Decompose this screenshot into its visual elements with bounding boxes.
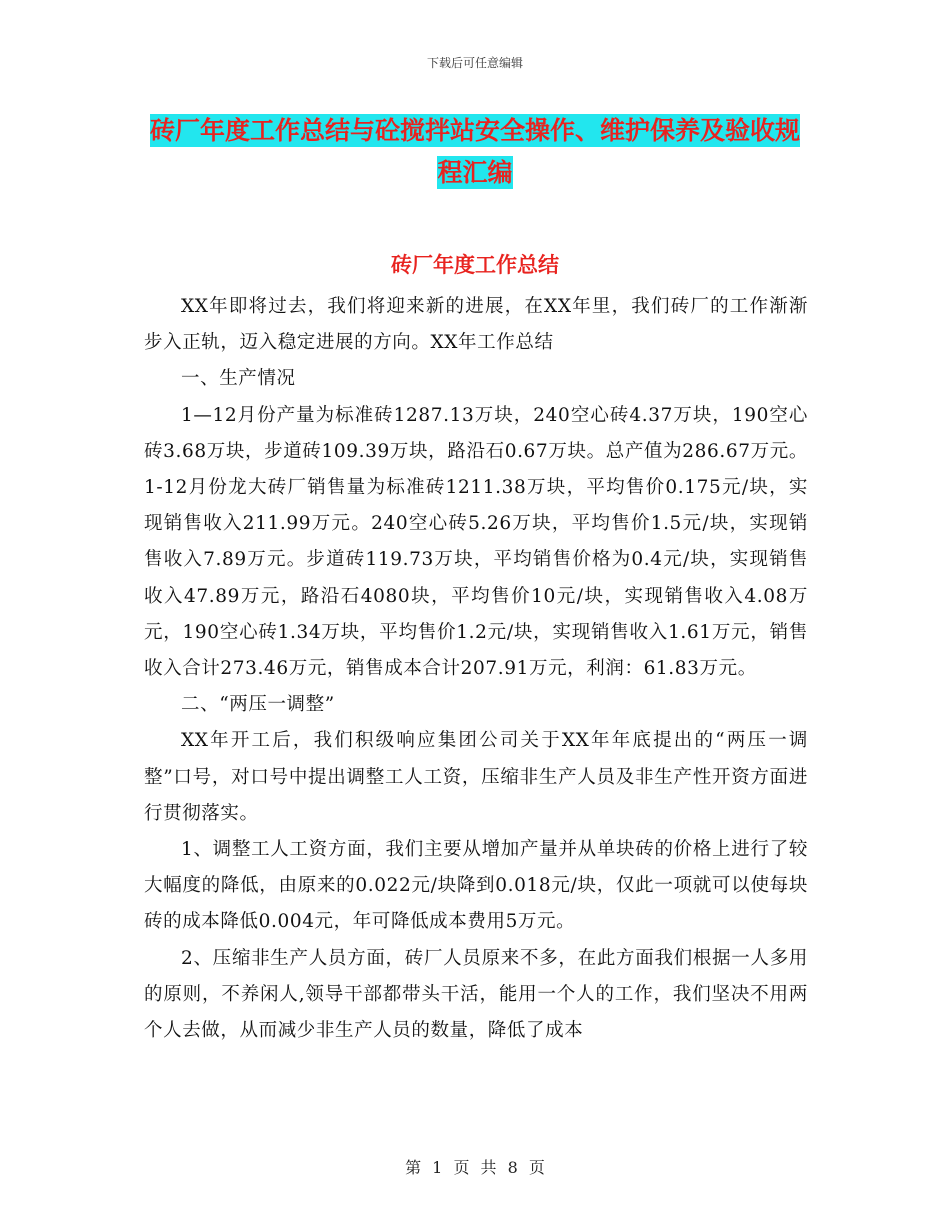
- section-title: 砖厂年度工作总结: [391, 252, 559, 277]
- header-note: 下载后可任意编辑: [426, 56, 523, 70]
- document-body: [144, 289, 808, 1049]
- document-title-text: 砖厂年度工作总结与砼搅拌站安全操作、维护保养及验收规程汇编: [149, 116, 800, 187]
- heading-production: 一、生产情况: [181, 368, 296, 390]
- heading-two-reductions: 二、“两压一调整”: [181, 694, 335, 716]
- paragraph-wage-adjustment: 1、调整工人工资方面，我们主要从增加产量并从单块砖的价格上进行了较大幅度的降低，由原来的0.022元/块降到0.018元/块，仅此一项就可以使每块砖的成本降低0.004元，年可降低成本费用5万元。: [144, 839, 808, 933]
- paragraph-intro: XX年即将过去，我们将迎来新的进展，在XX年里，我们砖厂的工作渐渐步入正轨，迈入稳定进展的方向。XX年工作总结: [144, 296, 808, 354]
- document-title: [140, 110, 810, 194]
- paragraph-two-reductions: XX年开工后，我们积级响应集团公司关于XX年年底提出的“两压一调整”口号，对口号中提出调整工人工资，压缩非生产人员及非生产性开资方面进行贯彻落实。: [144, 730, 808, 824]
- page-number: 第 1 页 共 8 页: [405, 1158, 545, 1177]
- paragraph-staff-reduction: 2、压缩非生产人员方面，砖厂人员原来不多，在此方面我们根据一人多用的原则，不养闲人,领导干部都带头干活，能用一个人的工作，我们坚决不用两个人去做，从而减少非生产人员的数量，降低了成本: [144, 947, 808, 1042]
- paragraph-production: 1—12月份产量为标准砖1287.13万块，240空心砖4.37万块，190空心砖3.68万块，步道砖109.39万块，路沿石0.67万块。总产值为286.67万元。1-12月份龙大砖厂销售量为标准砖1211.38万块，平均售价0.175元/块，实现销售收入211.99万元。240空心砖5.26万块，平均售价1.5元/块，实现销售收入7.89万元。步道砖119.73万块，平均销售价格为0.4元/块，实现销售收入47.89万元，路沿石4080块，平均售价10元/块，实现销售收入4.08万元，190空心砖1.34万块，平均售价1.2元/块，实现销售收入1.61万元，销售收入合计273.46万元，销售成本合计207.91万元，利润：61.83万元。: [144, 404, 808, 680]
